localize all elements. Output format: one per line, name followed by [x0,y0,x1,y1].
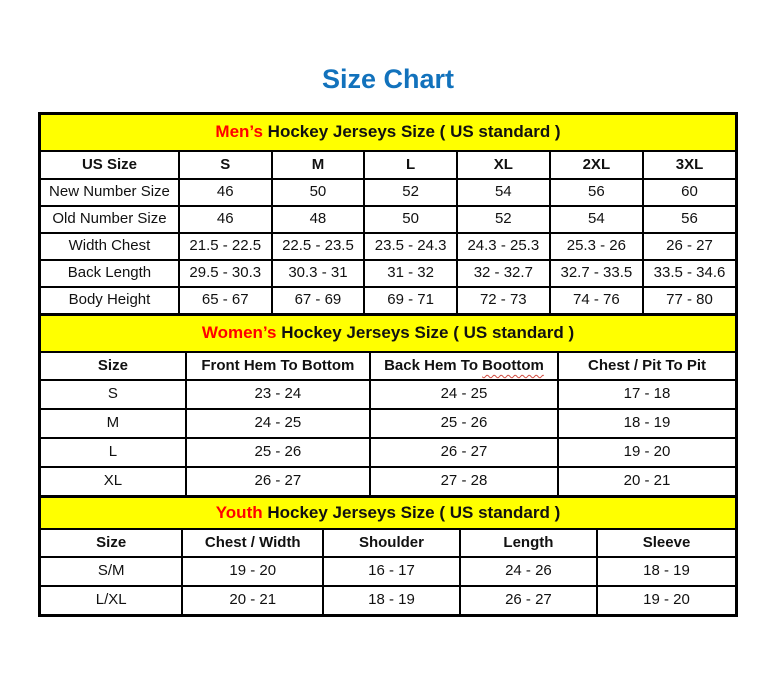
size-value-cell: 25 - 26 [186,438,370,467]
youth-caption-highlight: Youth [215,502,263,522]
row-label: L [40,438,186,467]
size-value-cell: 24 - 25 [186,409,370,438]
size-value-cell: 18 - 19 [323,586,460,616]
row-label: S [40,380,186,409]
size-value-cell: 33.5 - 34.6 [643,260,736,287]
table-row [40,557,737,586]
size-value-cell: 50 [364,206,457,233]
mens-size-table [38,112,738,316]
size-value-cell: 18 - 19 [558,409,736,438]
table-row [40,287,737,315]
table-row [40,467,737,497]
size-value-cell: 69 - 71 [364,287,457,315]
column-header-2xl: 2XL [550,151,643,179]
size-value-cell: 21.5 - 22.5 [179,233,272,260]
size-value-cell: 56 [643,206,736,233]
size-value-cell: 60 [643,179,736,206]
size-value-cell: 23 - 24 [186,380,370,409]
size-value-cell: 26 - 27 [370,438,558,467]
row-label: L/XL [40,586,183,616]
row-label: New Number Size [40,179,179,206]
size-value-cell: 26 - 27 [186,467,370,497]
size-value-cell: 20 - 21 [558,467,736,497]
size-value-cell: 67 - 69 [272,287,365,315]
size-value-cell: 20 - 21 [182,586,323,616]
size-value-cell: 65 - 67 [179,287,272,315]
size-value-cell: 26 - 27 [460,586,597,616]
size-value-cell: 72 - 73 [457,287,550,315]
column-header-size: Size [40,352,186,380]
column-header-length: Length [460,529,597,557]
mens-caption-rest: Hockey Jerseys Size ( US standard ) [262,122,561,142]
column-header-front-hem: Front Hem To Bottom [186,352,370,380]
row-label: M [40,409,186,438]
back-hem-misspelled-word: Boottom [482,356,544,374]
mens-table-caption [40,114,737,152]
size-value-cell: 54 [550,206,643,233]
size-value-cell: 25.3 - 26 [550,233,643,260]
size-value-cell: 16 - 17 [323,557,460,586]
table-row [40,260,737,287]
column-header-m: M [272,151,365,179]
table-row [40,586,737,616]
size-tables-container [38,112,738,617]
column-header-shoulder: Shoulder [323,529,460,557]
row-label: Old Number Size [40,206,179,233]
table-row [40,409,737,438]
column-header-sleeve: Sleeve [597,529,736,557]
row-label: Back Length [40,260,179,287]
size-value-cell: 24 - 25 [370,380,558,409]
row-label: Width Chest [40,233,179,260]
size-value-cell: 18 - 19 [597,557,736,586]
size-value-cell: 54 [457,179,550,206]
size-value-cell: 24.3 - 25.3 [457,233,550,260]
youth-size-table [38,495,738,617]
size-value-cell: 77 - 80 [643,287,736,315]
size-value-cell: 32.7 - 33.5 [550,260,643,287]
size-value-cell: 31 - 32 [364,260,457,287]
row-label: Body Height [40,287,179,315]
size-value-cell: 52 [364,179,457,206]
mens-caption-highlight: Men’s [215,122,263,142]
column-header-l: L [364,151,457,179]
size-value-cell: 22.5 - 23.5 [272,233,365,260]
size-value-cell: 32 - 32.7 [457,260,550,287]
size-value-cell: 17 - 18 [558,380,736,409]
youth-caption-rest: Hockey Jerseys Size ( US standard ) [262,502,561,522]
size-value-cell: 26 - 27 [643,233,736,260]
table-row [40,179,737,206]
size-value-cell: 19 - 20 [558,438,736,467]
size-value-cell: 30.3 - 31 [272,260,365,287]
column-header-xl: XL [457,151,550,179]
size-value-cell: 29.5 - 30.3 [179,260,272,287]
page-title: Size Chart [321,64,455,94]
size-value-cell: 52 [457,206,550,233]
size-value-cell: 23.5 - 24.3 [364,233,457,260]
column-header-size: Size [40,529,183,557]
table-row [40,380,737,409]
table-row [40,233,737,260]
size-value-cell: 50 [272,179,365,206]
back-hem-label-prefix: Back Hem To [384,356,483,374]
table-row [40,206,737,233]
womens-size-table [38,313,738,498]
size-value-cell: 56 [550,179,643,206]
size-value-cell: 27 - 28 [370,467,558,497]
size-value-cell: 74 - 76 [550,287,643,315]
column-header-us-size: US Size [40,151,179,179]
size-value-cell: 46 [179,179,272,206]
column-header-3xl: 3XL [643,151,736,179]
size-value-cell: 48 [272,206,365,233]
womens-table-caption [40,315,737,353]
column-header-back-hem [370,352,558,380]
womens-caption-highlight: Women’s [201,323,277,343]
column-header-chest-pit: Chest / Pit To Pit [558,352,736,380]
youth-table-caption [40,497,737,530]
size-value-cell: 24 - 26 [460,557,597,586]
table-row [40,438,737,467]
size-value-cell: 46 [179,206,272,233]
row-label: XL [40,467,186,497]
row-label: S/M [40,557,183,586]
womens-caption-rest: Hockey Jerseys Size ( US standard ) [276,323,575,343]
column-header-chest-width: Chest / Width [182,529,323,557]
size-value-cell: 19 - 20 [182,557,323,586]
size-value-cell: 19 - 20 [597,586,736,616]
column-header-s: S [179,151,272,179]
size-value-cell: 25 - 26 [370,409,558,438]
